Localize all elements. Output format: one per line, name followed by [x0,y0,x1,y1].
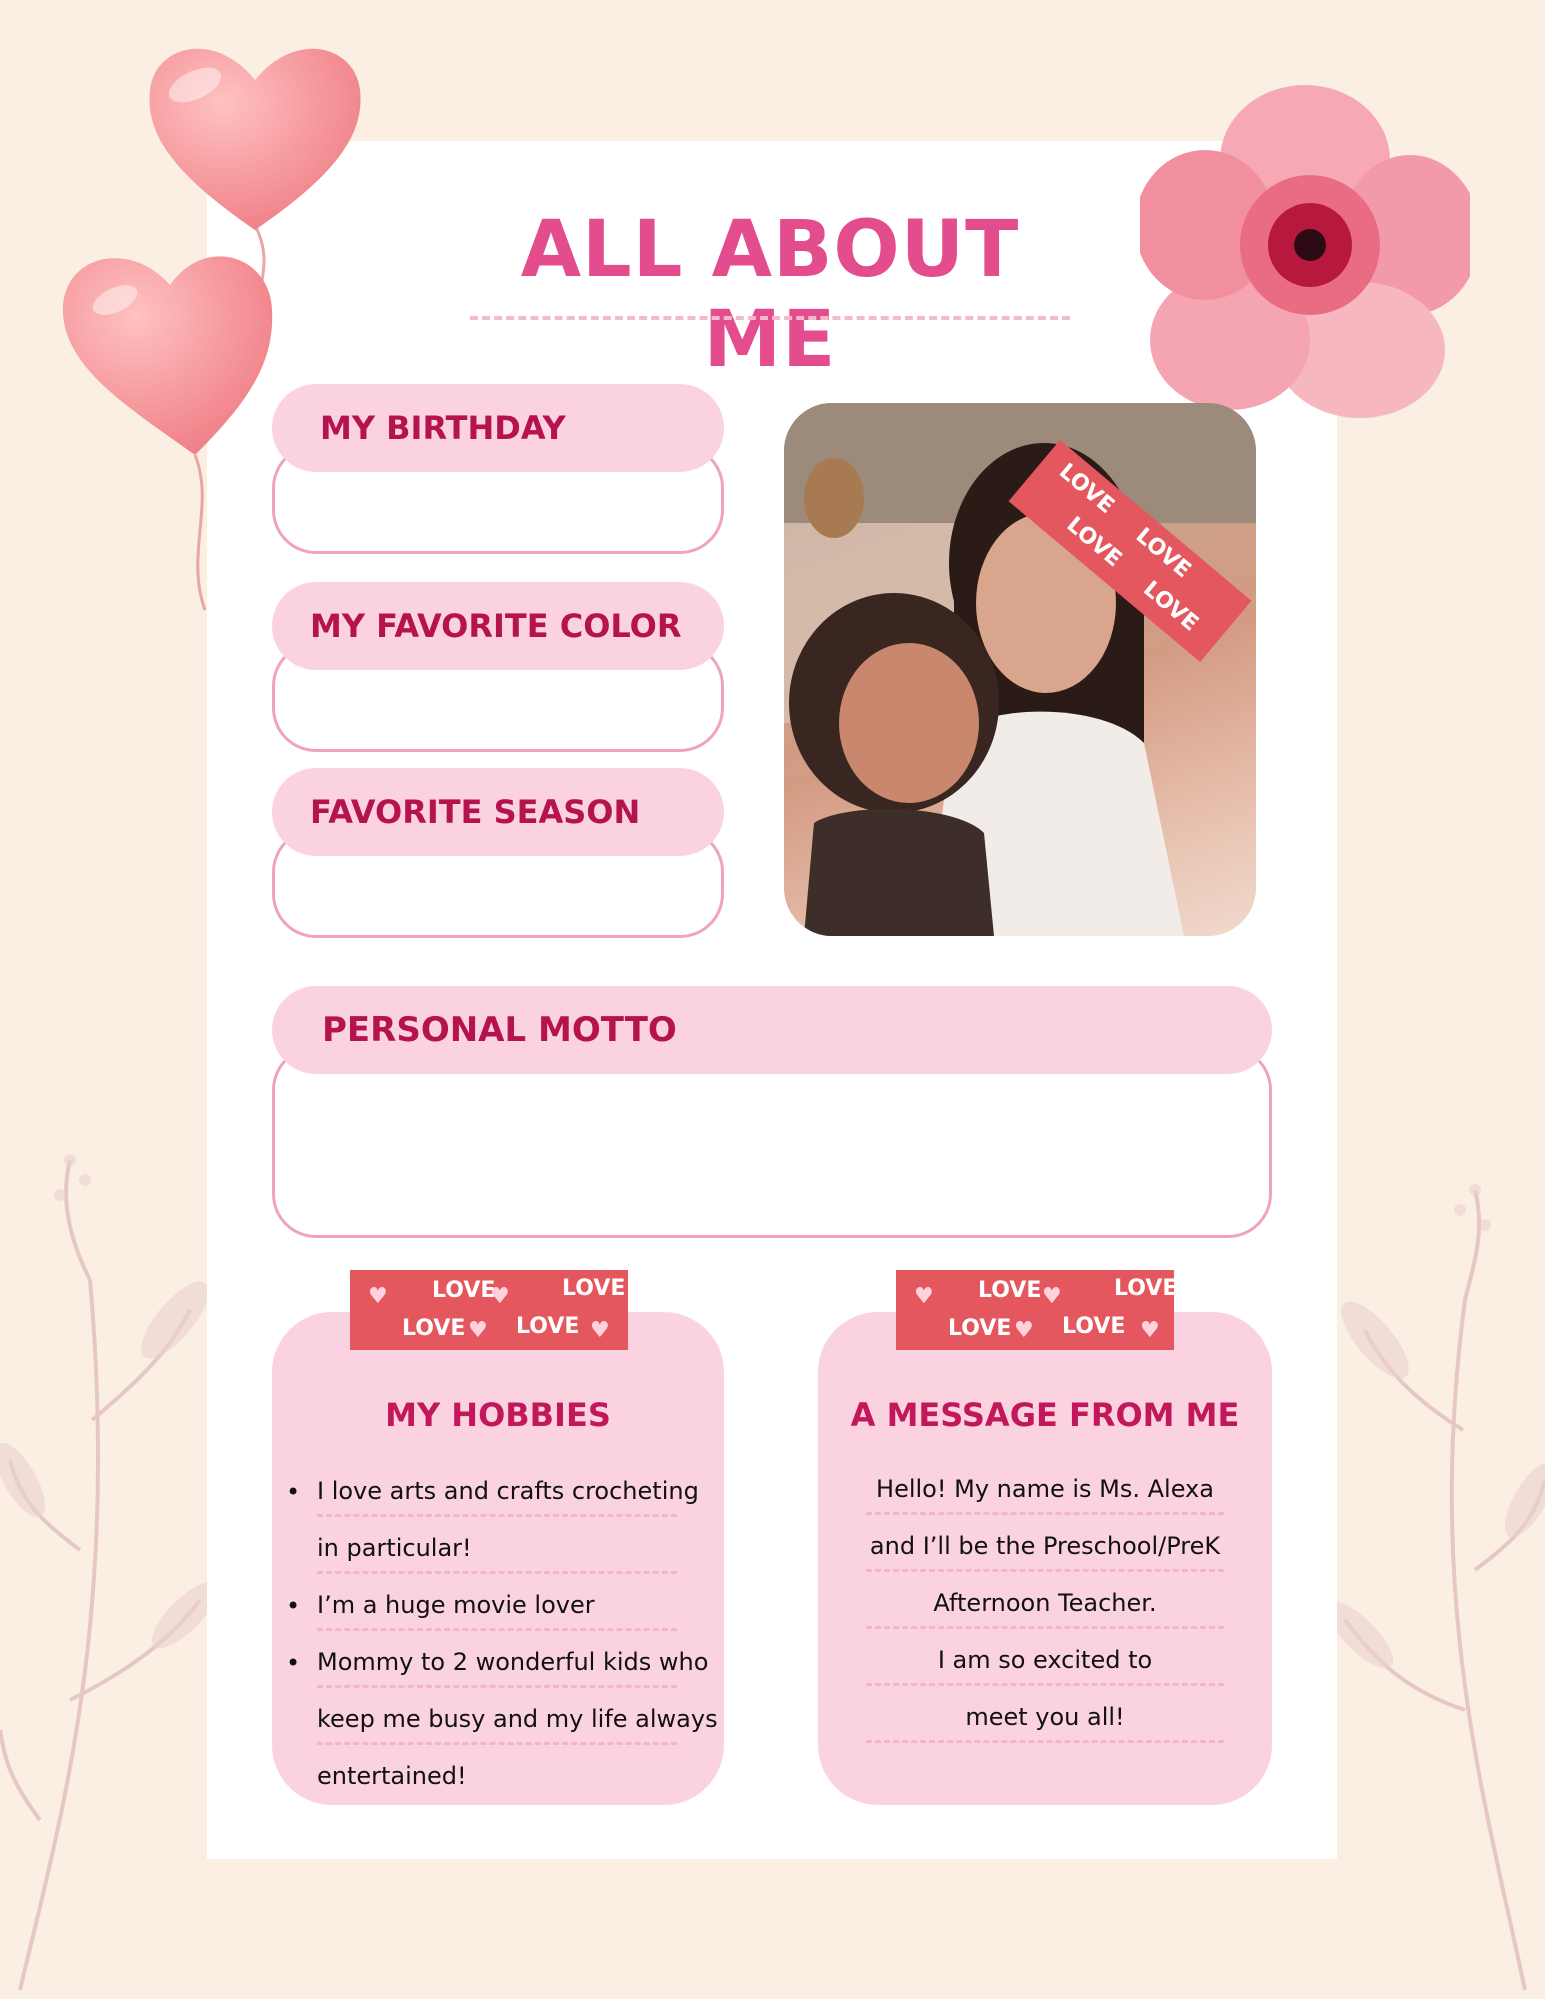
hobby-dashed-line-4 [317,1685,677,1688]
hobby-bullet: • [286,1592,301,1620]
portrait-photo [784,403,1256,936]
personal-motto-label: PERSONAL MOTTO [272,986,1272,1074]
hobby-line-6: entertained! [317,1762,467,1790]
tape-word: LOVE [1061,512,1127,573]
tape-word: LOVE [978,1278,1042,1303]
photo-illustration [784,403,1256,936]
personal-motto-field [272,986,1272,1238]
hobby-line-1: I love arts and crafts crocheting [317,1477,699,1505]
message-title: A MESSAGE FROM ME [850,1396,1240,1434]
heart-icon: ♥ [1042,1284,1062,1309]
hobby-line-3: I’m a huge movie lover [317,1591,595,1619]
title-underline [470,316,1070,320]
tape-word: LOVE [1130,523,1196,584]
heart-icon: ♥ [914,1284,934,1309]
love-tape-hobbies [350,1270,628,1350]
hobbies-panel [272,1312,724,1805]
hobby-dashed-line-1 [317,1514,677,1517]
heart-icon: ♥ [490,1284,510,1309]
hobby-line-4: Mommy to 2 wonderful kids who [317,1648,709,1676]
hobby-line-5: keep me busy and my life always [317,1705,718,1733]
flower-decoration [1140,85,1470,420]
tape-word: LOVE [948,1316,1012,1341]
floral-branch-right-decoration [1325,1150,1545,1999]
tape-word: LOVE [516,1314,580,1339]
hobby-dashed-line-5 [317,1742,677,1745]
message-dashed-line-4 [866,1683,1224,1686]
message-line-2: and I’ll be the Preschool/PreK [869,1532,1221,1560]
hobby-bullet: • [286,1649,301,1677]
favorite-color-field [272,582,724,752]
tape-word: LOVE [1054,458,1119,519]
hobby-dashed-line-2 [317,1571,677,1574]
message-dashed-line-1 [866,1512,1224,1515]
hobby-dashed-line-3 [317,1628,677,1631]
tape-word: LOVE [402,1316,466,1341]
tape-word: LOVE [1114,1276,1178,1301]
birthday-label: MY BIRTHDAY [272,384,724,472]
message-line-1: Hello! My name is Ms. Alexa [876,1475,1214,1503]
personal-motto-box [272,1046,1272,1238]
message-dashed-line-5 [866,1740,1224,1743]
love-tape-message [896,1270,1178,1350]
message-dashed-line-3 [866,1626,1224,1629]
birthday-field [272,384,724,554]
favorite-season-label: FAVORITE SEASON [272,768,724,856]
hobby-line-2: in particular! [317,1534,472,1562]
tape-word: LOVE [562,1276,626,1301]
message-panel [818,1312,1272,1805]
message-line-4: I am so excited to [937,1646,1153,1674]
hobby-bullet: • [286,1478,301,1506]
tape-word: LOVE [1062,1314,1126,1339]
tape-word: LOVE [1138,576,1203,637]
favorite-season-field [272,768,724,938]
message-line-5: meet you all! [965,1703,1125,1731]
heart-icon: ♥ [590,1318,610,1343]
tape-word: LOVE [432,1278,496,1303]
favorite-color-label: MY FAVORITE COLOR [272,582,724,670]
heart-icon: ♥ [1140,1318,1160,1343]
page-title: ALL ABOUT ME [520,205,1020,385]
message-dashed-line-2 [866,1569,1224,1572]
message-line-3: Afternoon Teacher. [933,1589,1157,1617]
floral-branch-left-decoration [0,1120,220,1999]
hobbies-title: MY HOBBIES [385,1396,611,1434]
heart-icon: ♥ [1014,1318,1034,1343]
heart-icon: ♥ [468,1318,488,1343]
heart-icon: ♥ [368,1284,388,1309]
